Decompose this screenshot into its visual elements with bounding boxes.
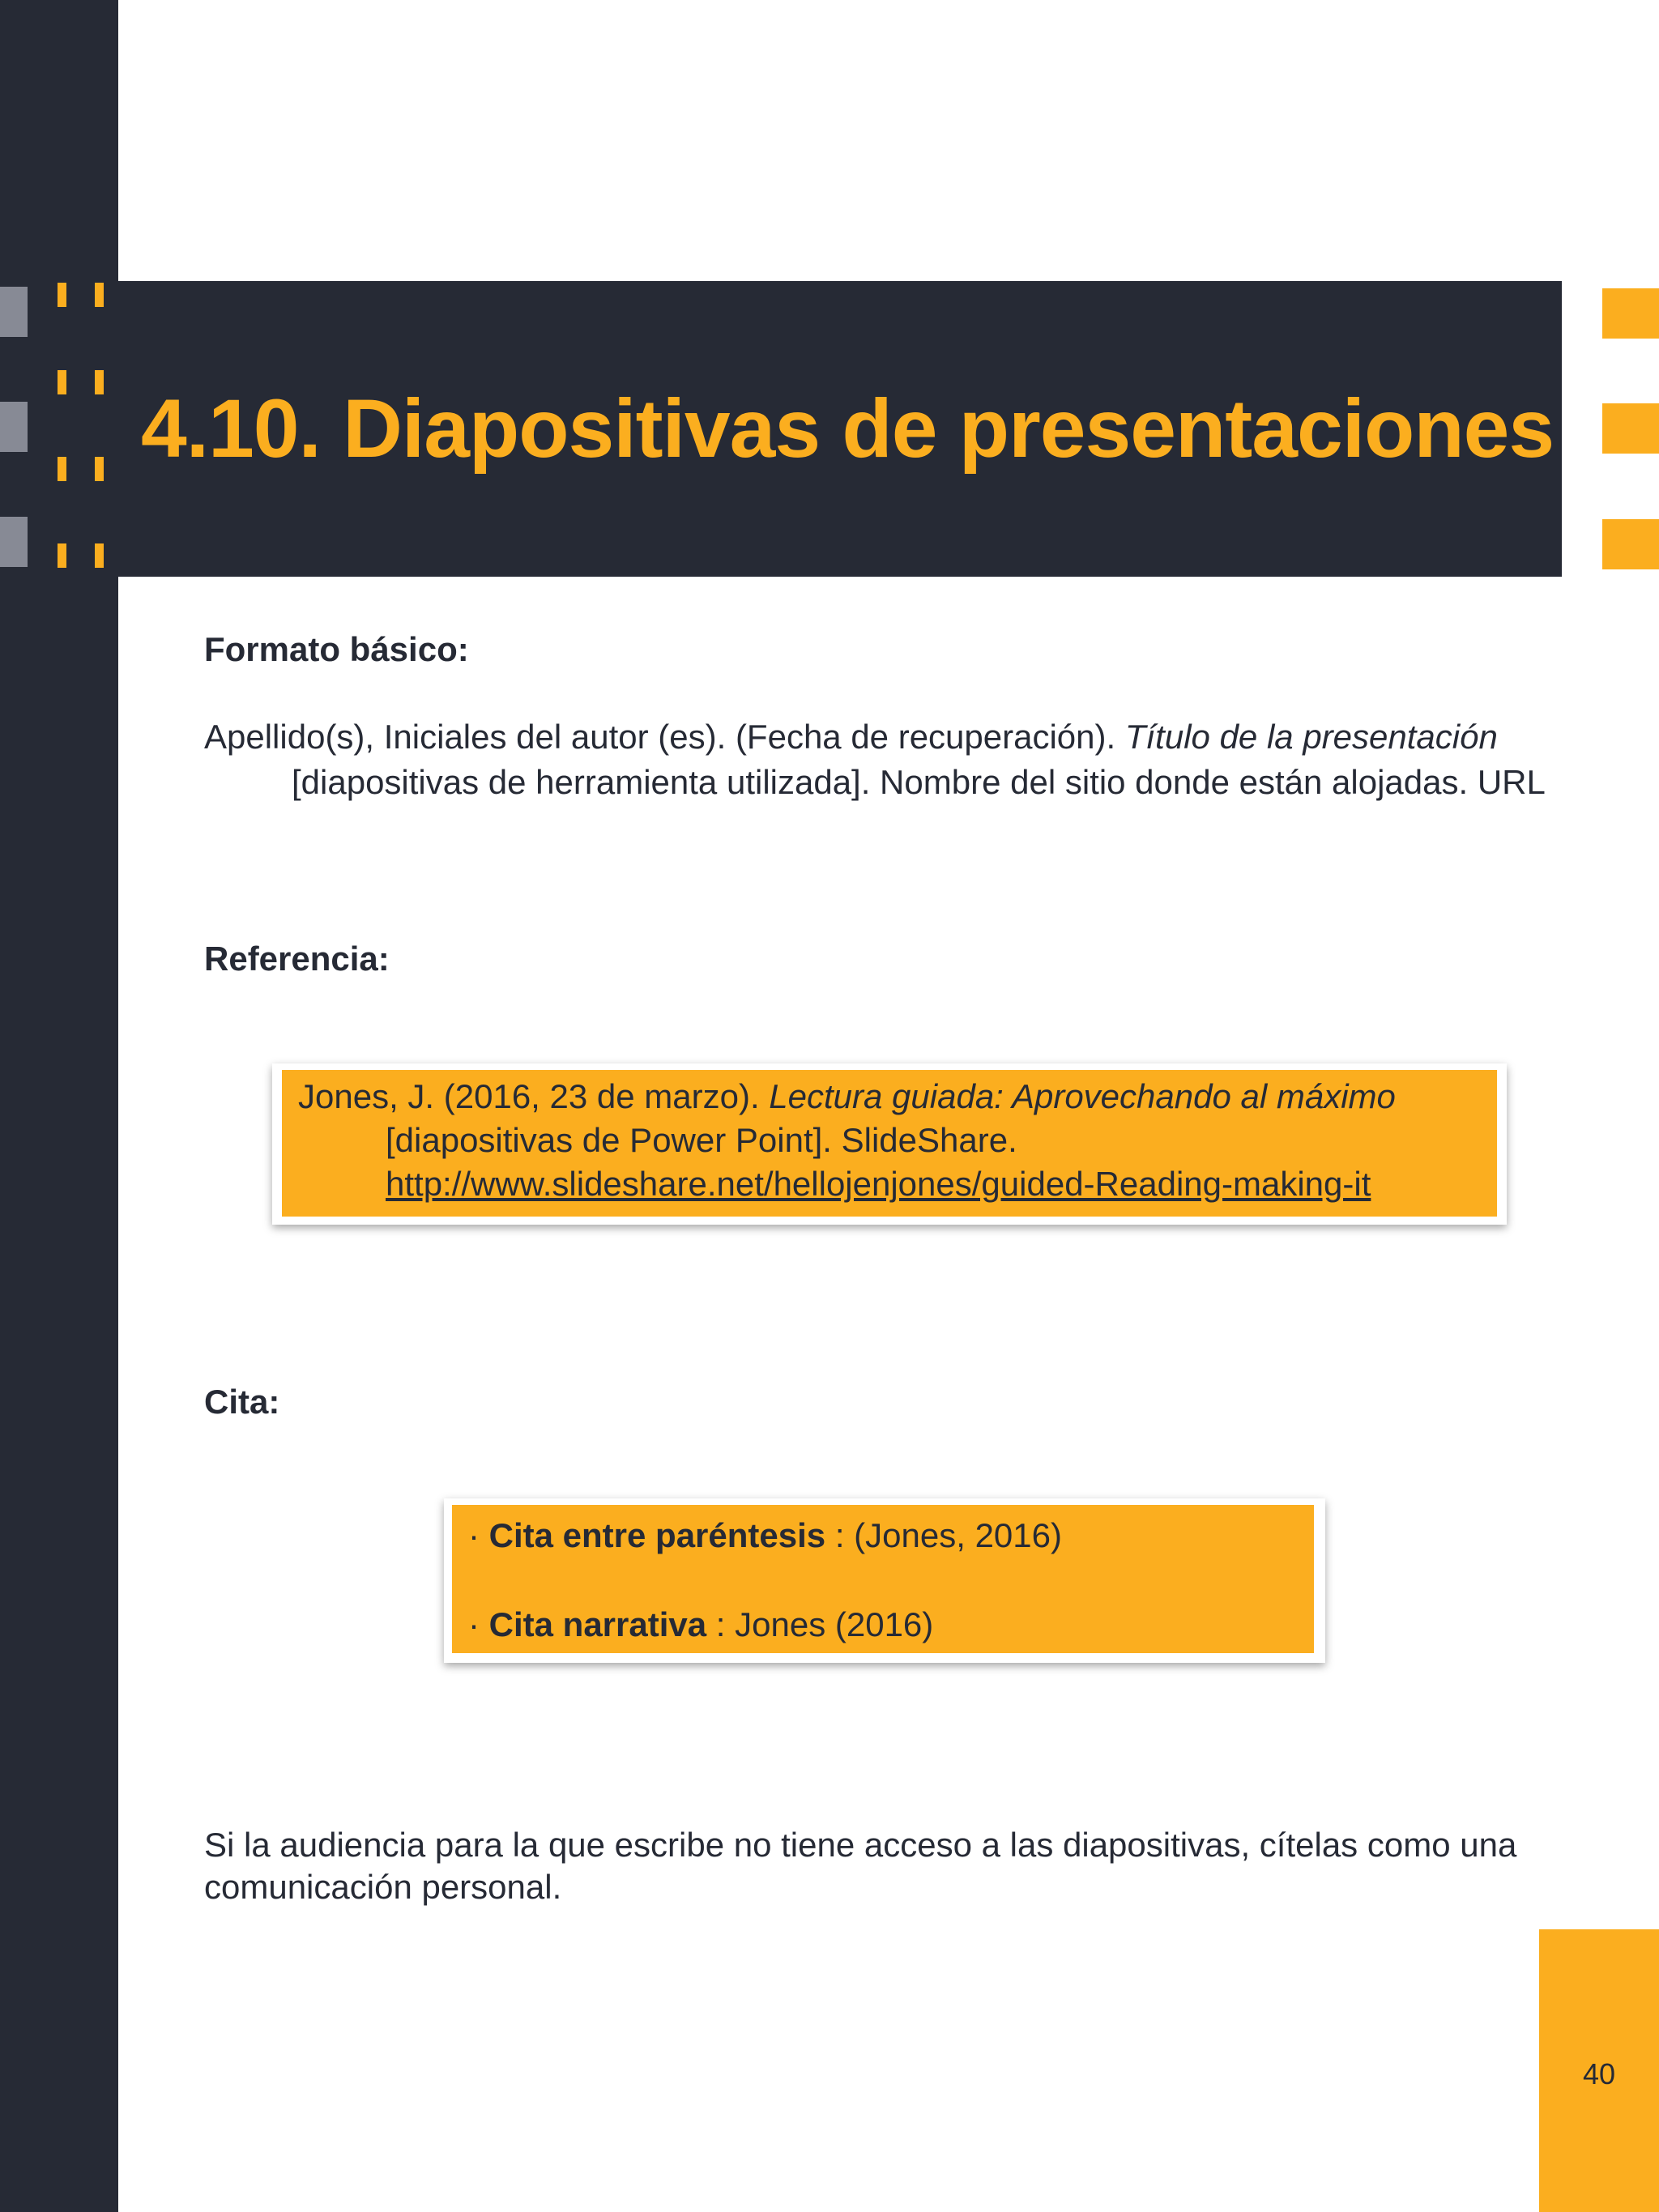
dash-marker	[58, 370, 66, 394]
citation-heading: Cita:	[204, 1383, 280, 1421]
citation-card	[444, 1498, 1325, 1663]
citation-item	[468, 1516, 1062, 1555]
citation-item	[468, 1605, 933, 1644]
citation-item-label: Cita narrativa	[488, 1605, 707, 1643]
dash-marker	[95, 283, 104, 307]
dash-marker	[58, 543, 66, 568]
format-text-italic: Título de la presentación	[1124, 718, 1498, 756]
bullet: ·	[468, 1605, 489, 1643]
reference-heading: Referencia:	[204, 940, 390, 978]
orange-tab-marker	[1602, 288, 1659, 339]
reference-url-link[interactable]: http://www.slideshare.net/hellojenjones/guided-Reading-making-it	[386, 1165, 1371, 1203]
format-text-start: Apellido(s), Iniciales del autor (es). (Fecha de recuperación).	[204, 718, 1125, 756]
reference-text	[298, 1075, 1584, 1206]
citation-item-value: : Jones (2016)	[706, 1605, 934, 1643]
citation-item-value: : (Jones, 2016)	[825, 1516, 1062, 1554]
dash-marker	[95, 457, 104, 481]
reference-card-fill	[282, 1070, 1497, 1217]
page-number: 40	[1582, 2057, 1616, 2091]
reference-card	[272, 1063, 1507, 1225]
citation-item-label: Cita entre paréntesis	[488, 1516, 826, 1554]
reference-author-date: Jones, J. (2016, 23 de marzo).	[298, 1077, 770, 1115]
orange-tab-marker	[1602, 519, 1659, 569]
reference-title: Lectura guiada: Aprovechando al máximo	[769, 1077, 1396, 1115]
dash-marker	[58, 457, 66, 481]
page-title: 4.10. Diapositivas de presentaciones	[141, 382, 1555, 475]
bullet: ·	[468, 1516, 489, 1554]
format-text-end: [diapositivas de herramienta utilizada]. Nombre del sitio donde están alojadas. URL	[292, 763, 1546, 801]
gray-tab-marker	[0, 287, 28, 337]
closing-note: Si la audiencia para la que escribe no tiene acceso a las diapositivas, cítelas como una comunicación personal.	[204, 1826, 1517, 1906]
dash-marker	[95, 543, 104, 568]
format-heading: Formato básico:	[204, 630, 469, 668]
orange-tab-marker	[1602, 403, 1659, 454]
format-template	[204, 714, 1620, 805]
dash-marker	[58, 283, 66, 307]
reference-source: [diapositivas de Power Point]. SlideShare.	[386, 1121, 1017, 1159]
gray-tab-marker	[0, 517, 28, 567]
dash-marker	[95, 370, 104, 394]
citation-card-fill	[452, 1505, 1314, 1653]
gray-tab-marker	[0, 402, 28, 452]
